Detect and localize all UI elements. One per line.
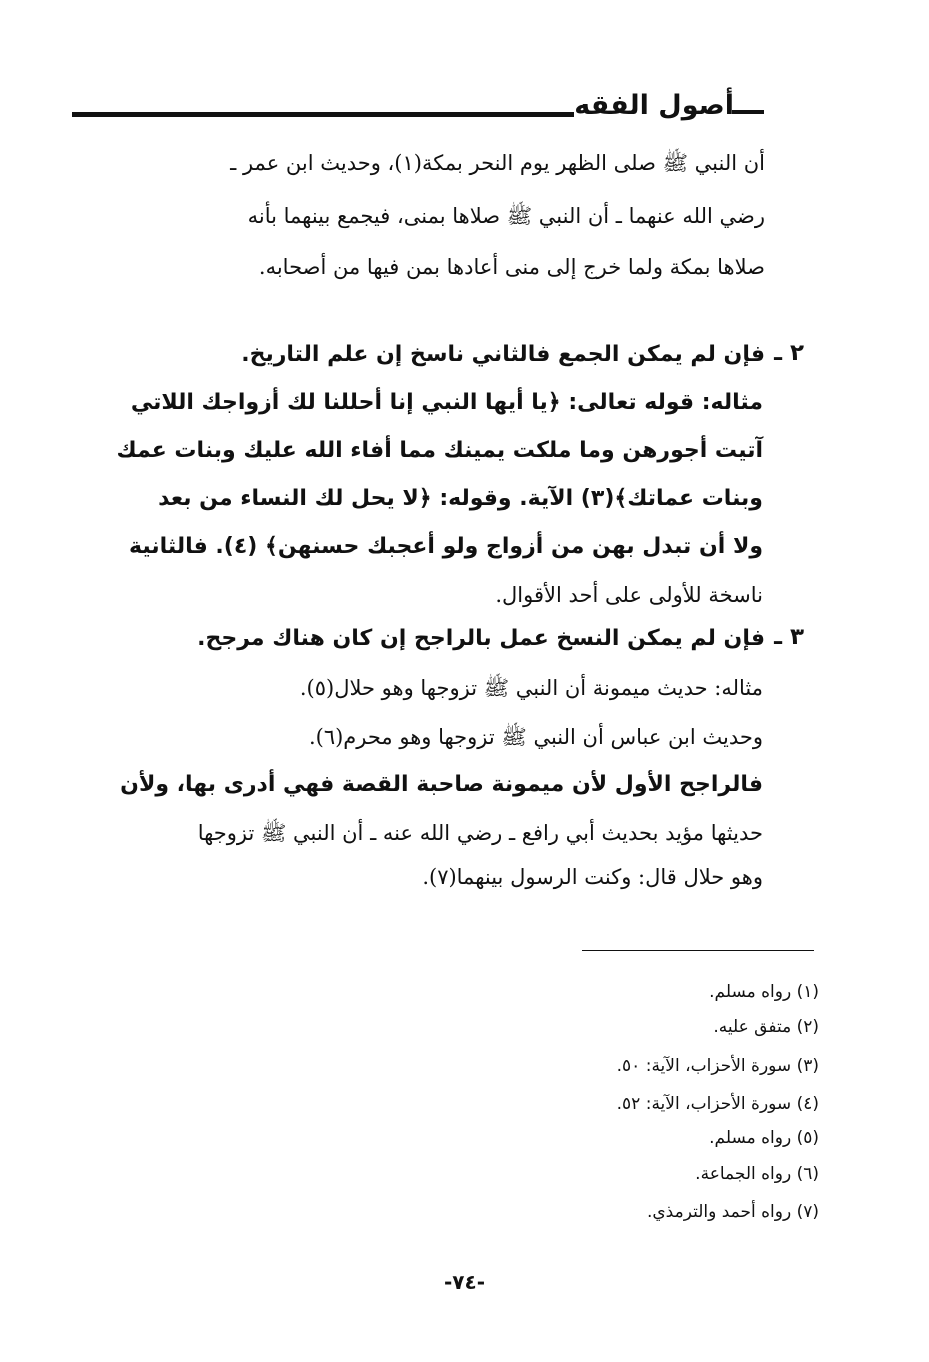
item-heading: فإن لم يمكن النسخ عمل بالراجح إن كان هناك مرجح. xyxy=(197,626,765,651)
footnote: (٢) متفق عليه. xyxy=(713,1017,819,1037)
footnote-separator xyxy=(582,950,814,951)
text-line: رضي الله عنهما ـ أن النبي ﷺ صلاها بمنى، فيجمع بينهما بأنه xyxy=(247,204,765,228)
header-dash xyxy=(732,110,764,114)
text-line: حديثها مؤيد بحديث أبي رافع ـ رضي الله عنه ـ أن النبي ﷺ تزوجها xyxy=(197,821,763,845)
footnote: (٤) سورة الأحزاب، الآية: ٥٢. xyxy=(616,1094,819,1114)
footnote: (١) رواه مسلم. xyxy=(709,982,819,1002)
text-line: صلاها بمكة ولما خرج إلى منى أعادها بمن فيها من أصحابه. xyxy=(258,255,765,279)
text-line: أن النبي ﷺ صلى الظهر يوم النحر بمكة(١)، وحديث ابن عمر ـ xyxy=(230,151,765,175)
footnote: (٦) رواه الجماعة. xyxy=(695,1164,819,1184)
running-header-title: أصول الفقه xyxy=(574,90,734,121)
text-line: آتيت أجورهن وما ملكت يمينك مما أفاء الله عليك وبنات عمك xyxy=(116,438,763,463)
text-line: وبنات عماتك﴾(٣) الآية. وقوله: ﴿لا يحل لك النساء من بعد xyxy=(158,486,763,511)
header-rule xyxy=(72,112,574,117)
item-number: ٣ ـ xyxy=(774,624,804,650)
text-line: فالراجح الأول لأن ميمونة صاحبة القصة فهي أدرى بها، ولأن xyxy=(120,772,763,797)
text-line: مثاله: قوله تعالى: ﴿يا أيها النبي إنا أحللنا لك أزواجك اللاتي xyxy=(130,390,763,415)
footnote: (٥) رواه مسلم. xyxy=(709,1128,819,1148)
item-heading: فإن لم يمكن الجمع فالثاني ناسخ إن علم التاريخ. xyxy=(241,342,765,367)
footnote: (٧) رواه أحمد والترمذي. xyxy=(646,1202,819,1222)
item-number: ٢ ـ xyxy=(774,340,804,366)
text-line: وهو حلال قال: وكنت الرسول بينهما(٧). xyxy=(422,865,763,889)
footnote: (٣) سورة الأحزاب، الآية: ٥٠. xyxy=(616,1056,819,1076)
text-line: ناسخة للأولى على أحد الأقوال. xyxy=(495,583,763,607)
page-number: -٧٤- xyxy=(443,1270,486,1294)
text-line: مثاله: حديث ميمونة أن النبي ﷺ تزوجها وهو حلال(٥). xyxy=(299,676,763,700)
text-line: وحديث ابن عباس أن النبي ﷺ تزوجها وهو محرم(٦). xyxy=(308,725,763,749)
text-line: ولا أن تبدل بهن من أزواج ولو أعجبك حسنهن﴾ (٤). فالثانية xyxy=(129,534,763,559)
